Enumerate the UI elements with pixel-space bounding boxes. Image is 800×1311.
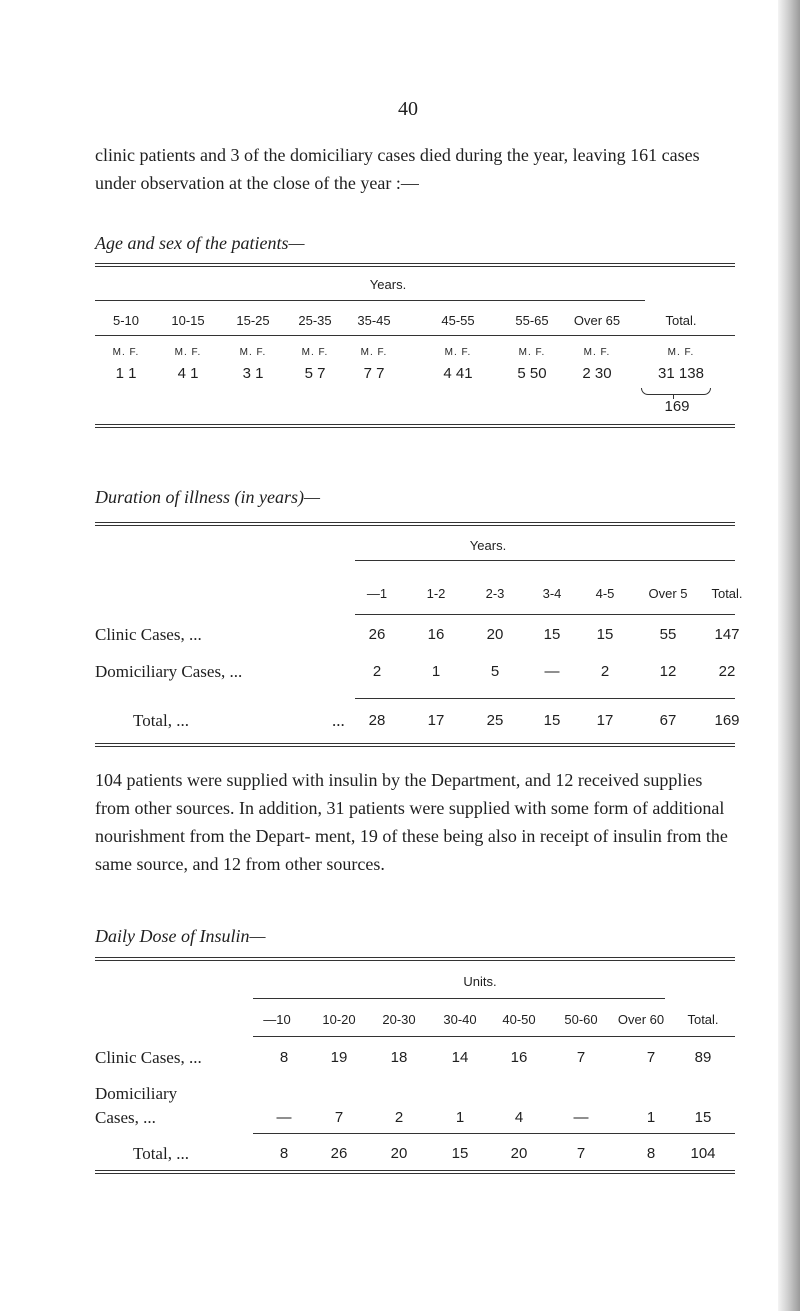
age-col-header: Over 65: [573, 313, 621, 328]
dose-row-label-cont: Cases, ...: [95, 1108, 156, 1127]
sex-label: M. F.: [444, 347, 472, 358]
duration-value: 26: [368, 626, 386, 643]
dose-value: 19: [330, 1049, 348, 1066]
duration-total-label: Total, ...: [133, 711, 189, 730]
sex-label: M. F.: [239, 347, 267, 358]
duration-table-heading: Duration of illness (in years)—: [95, 487, 320, 507]
dose-total-value: 8: [279, 1145, 289, 1162]
dose-bottom-rule: [95, 1170, 735, 1171]
age-col-header: 10-15: [171, 313, 205, 328]
dose-table-top-rule: [95, 957, 735, 958]
duration-total-dots: ...: [332, 711, 345, 730]
duration-total-value: 169: [714, 712, 740, 729]
age-value: 4 1: [177, 365, 199, 382]
duration-table-top-rule-2: [95, 525, 735, 526]
duration-col-header: 2-3: [485, 586, 505, 601]
dose-value: 8: [279, 1049, 289, 1066]
duration-total-value: 17: [427, 712, 445, 729]
duration-value: 55: [659, 626, 677, 643]
dose-value: —: [276, 1109, 292, 1126]
sex-label: M. F.: [518, 347, 546, 358]
duration-value: 2: [372, 663, 382, 680]
age-table-top-rule: [95, 263, 735, 264]
age-value: 4 41: [443, 365, 473, 382]
duration-value: 20: [486, 626, 504, 643]
age-table-heading: Age and sex of the patients—: [95, 233, 305, 253]
sex-label: M. F.: [112, 347, 140, 358]
dose-value: 18: [390, 1049, 408, 1066]
age-col-header: 35-45: [357, 313, 391, 328]
sex-label: M. F.: [174, 347, 202, 358]
duration-header-rule: [355, 614, 735, 615]
intro-paragraph: clinic patients and 3 of the domiciliary cases died during the year, leaving 161 cases under observation at the close of the year :—: [95, 145, 700, 193]
page-number: 40: [398, 98, 418, 120]
age-value: 31 138: [658, 365, 704, 382]
dose-group-label: Units.: [463, 974, 497, 989]
duration-group-rule: [355, 560, 735, 561]
dose-table-heading: Daily Dose of Insulin—: [95, 926, 266, 946]
dose-col-header: —10: [263, 1012, 291, 1027]
dose-bottom-rule-2: [95, 1173, 735, 1174]
age-table-header-rule: [95, 335, 735, 336]
age-value: 1 1: [115, 365, 137, 382]
duration-value: 12: [659, 663, 677, 680]
duration-col-header: Over 5: [648, 586, 688, 601]
duration-bottom-rule-2: [95, 746, 735, 747]
dose-value: 15: [694, 1109, 712, 1126]
duration-row-label: Domiciliary Cases, ...: [95, 662, 243, 681]
duration-value: 22: [718, 663, 736, 680]
age-value: 2 30: [582, 365, 612, 382]
duration-col-header: 1-2: [426, 586, 446, 601]
dose-total-value: 8: [646, 1145, 656, 1162]
dose-value: 7: [576, 1049, 586, 1066]
dose-total-value: 7: [576, 1145, 586, 1162]
age-table-bottom-rule: [95, 424, 735, 425]
age-value: 5 7: [304, 365, 326, 382]
dose-col-header: 20-30: [382, 1012, 416, 1027]
dose-value: 7: [646, 1049, 656, 1066]
dose-value: 2: [394, 1109, 404, 1126]
sex-label: M. F.: [667, 347, 695, 358]
age-col-header: 45-55: [441, 313, 475, 328]
dose-value: 7: [334, 1109, 344, 1126]
dose-total-label: Total, ...: [133, 1144, 189, 1163]
dose-col-header: 30-40: [443, 1012, 477, 1027]
duration-value: 2: [600, 663, 610, 680]
dose-total-value: 104: [690, 1145, 716, 1162]
dose-header-rule: [253, 1036, 735, 1037]
dose-total-value: 20: [390, 1145, 408, 1162]
sex-label: M. F.: [583, 347, 611, 358]
duration-value: —: [544, 663, 560, 680]
duration-value: 1: [431, 663, 441, 680]
page-edge-shadow: [778, 0, 800, 1311]
age-grand-total: 169: [664, 398, 690, 415]
duration-value: 147: [714, 626, 740, 643]
duration-total-value: 67: [659, 712, 677, 729]
duration-subtotal-rule: [355, 698, 735, 699]
dose-value: 4: [514, 1109, 524, 1126]
dose-col-header: 10-20: [322, 1012, 356, 1027]
dose-col-header: Over 60: [617, 1012, 665, 1027]
age-col-header: 55-65: [515, 313, 549, 328]
dose-row-label: Domiciliary: [95, 1084, 178, 1103]
dose-value: —: [573, 1109, 589, 1126]
duration-col-header: 3-4: [542, 586, 562, 601]
duration-group-label: Years.: [469, 538, 507, 553]
dose-total-value: 20: [510, 1145, 528, 1162]
dose-col-header: 50-60: [564, 1012, 598, 1027]
dose-value: 16: [510, 1049, 528, 1066]
age-col-header: 5-10: [112, 313, 140, 328]
duration-table-top-rule: [95, 522, 735, 523]
age-value: 7 7: [363, 365, 385, 382]
age-table-group-rule: [95, 300, 645, 301]
duration-value: 16: [427, 626, 445, 643]
age-table-top-rule-2: [95, 266, 735, 267]
duration-total-value: 17: [596, 712, 614, 729]
age-col-header: Total.: [665, 313, 697, 328]
age-value: 3 1: [242, 365, 264, 382]
dose-col-header: 40-50: [502, 1012, 536, 1027]
age-table-bottom-rule-2: [95, 427, 735, 428]
duration-total-value: 25: [486, 712, 504, 729]
dose-group-rule: [253, 998, 665, 999]
sex-label: M. F.: [301, 347, 329, 358]
dose-value: 1: [646, 1109, 656, 1126]
dose-value: 14: [451, 1049, 469, 1066]
dose-value: 89: [694, 1049, 712, 1066]
sex-label: M. F.: [360, 347, 388, 358]
dose-total-value: 26: [330, 1145, 348, 1162]
duration-row-label: Clinic Cases, ...: [95, 625, 202, 644]
insulin-paragraph: 104 patients were supplied with insulin by the Department, and 12 received supplies from other sources. In addition, 31 patients were supplied with some form of additional nourishment from the Depart- ment, 19 of these being also in receipt of insulin from the same source, and 12 from other sources.: [95, 770, 728, 874]
dose-row-label: Clinic Cases, ...: [95, 1048, 202, 1067]
dose-total-value: 15: [451, 1145, 469, 1162]
age-value: 5 50: [517, 365, 547, 382]
duration-value: 15: [596, 626, 614, 643]
duration-bottom-rule: [95, 743, 735, 744]
age-col-header: 25-35: [298, 313, 332, 328]
age-col-header: 15-25: [236, 313, 270, 328]
duration-col-header: Total.: [711, 586, 743, 601]
dose-value: 1: [455, 1109, 465, 1126]
duration-total-value: 15: [543, 712, 561, 729]
dose-table-top-rule-2: [95, 960, 735, 961]
dose-subtotal-rule: [253, 1133, 735, 1134]
duration-col-header: —1: [366, 586, 388, 601]
duration-value: 5: [490, 663, 500, 680]
dose-col-header: Total.: [687, 1012, 719, 1027]
age-table-group-label: Years.: [369, 277, 407, 292]
duration-total-value: 28: [368, 712, 386, 729]
duration-col-header: 4-5: [595, 586, 615, 601]
duration-value: 15: [543, 626, 561, 643]
